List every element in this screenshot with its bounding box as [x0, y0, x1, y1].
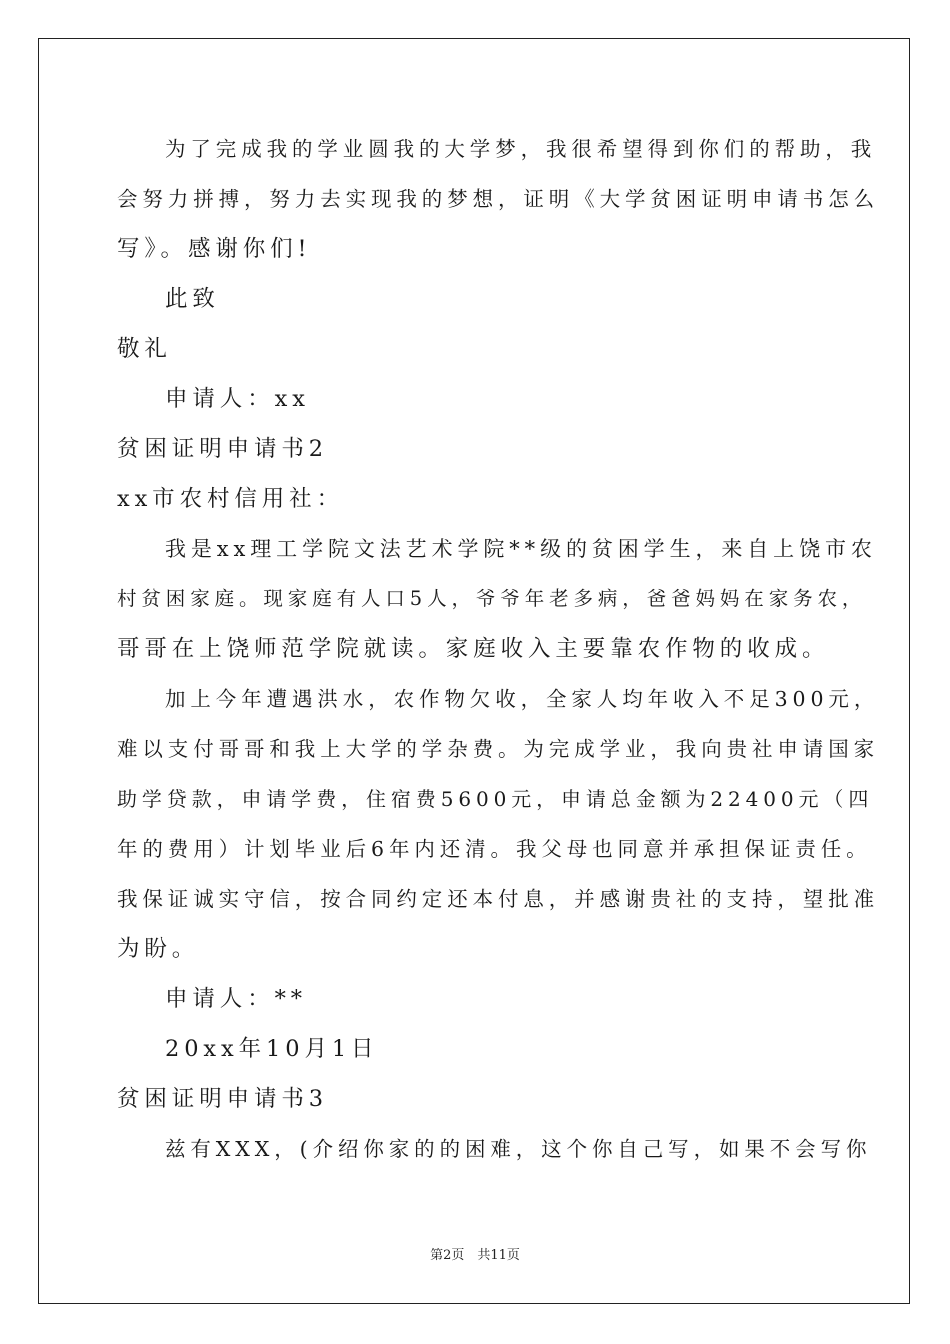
- text-line: 申请人：**: [165, 986, 307, 1012]
- text-line: 年的费用）计划毕业后6年内还清。我父母也同意并承担保证责任。: [117, 837, 872, 861]
- page-number: 第2页 共11页: [430, 1248, 520, 1263]
- section-heading: 贫困证明申请书2: [117, 436, 329, 462]
- text-line: 村贫困家庭。现家庭有人口5人，爷爷年老多病，爸爸妈妈在家务农，: [117, 587, 867, 610]
- text-line: 兹有XXX，(介绍你家的的困难，这个你自己写，如果不会写你: [165, 1137, 872, 1161]
- text-line: 此致: [165, 286, 220, 312]
- text-line: 会努力拼搏，努力去实现我的梦想，证明《大学贫困证明申请书怎么: [117, 187, 879, 211]
- text-line: 为盼。: [117, 936, 200, 962]
- text-line: 加上今年遭遇洪水，农作物欠收，全家人均年收入不足300元，: [165, 687, 880, 711]
- text-line: 写》。感谢你们!: [117, 236, 312, 262]
- text-line: 助学贷款，申请学费，住宿费5600元，申请总金额为22400元（四: [117, 787, 874, 811]
- page-border: [38, 38, 910, 1304]
- text-line: 我是xx理工学院文法艺术学院**级的贫困学生，来自上饶市农: [165, 537, 877, 561]
- text-line: 哥哥在上饶师范学院就读。家庭收入主要靠农作物的收成。: [117, 636, 830, 662]
- text-line: 为了完成我的学业圆我的大学梦，我很希望得到你们的帮助，我: [165, 137, 877, 161]
- text-line: 难以支付哥哥和我上大学的学杂费。为完成学业，我向贵社申请国家: [117, 737, 879, 761]
- section-heading: 贫困证明申请书3: [117, 1086, 329, 1112]
- recipient-line: xx市农村信用社：: [117, 486, 344, 512]
- text-line: 申请人：xx: [165, 386, 310, 412]
- text-line: 敬礼: [117, 336, 172, 362]
- text-line: 我保证诚实守信，按合同约定还本付息，并感谢贵社的支持，望批准: [117, 887, 879, 911]
- date-line: 20xx年10月1日: [165, 1036, 379, 1062]
